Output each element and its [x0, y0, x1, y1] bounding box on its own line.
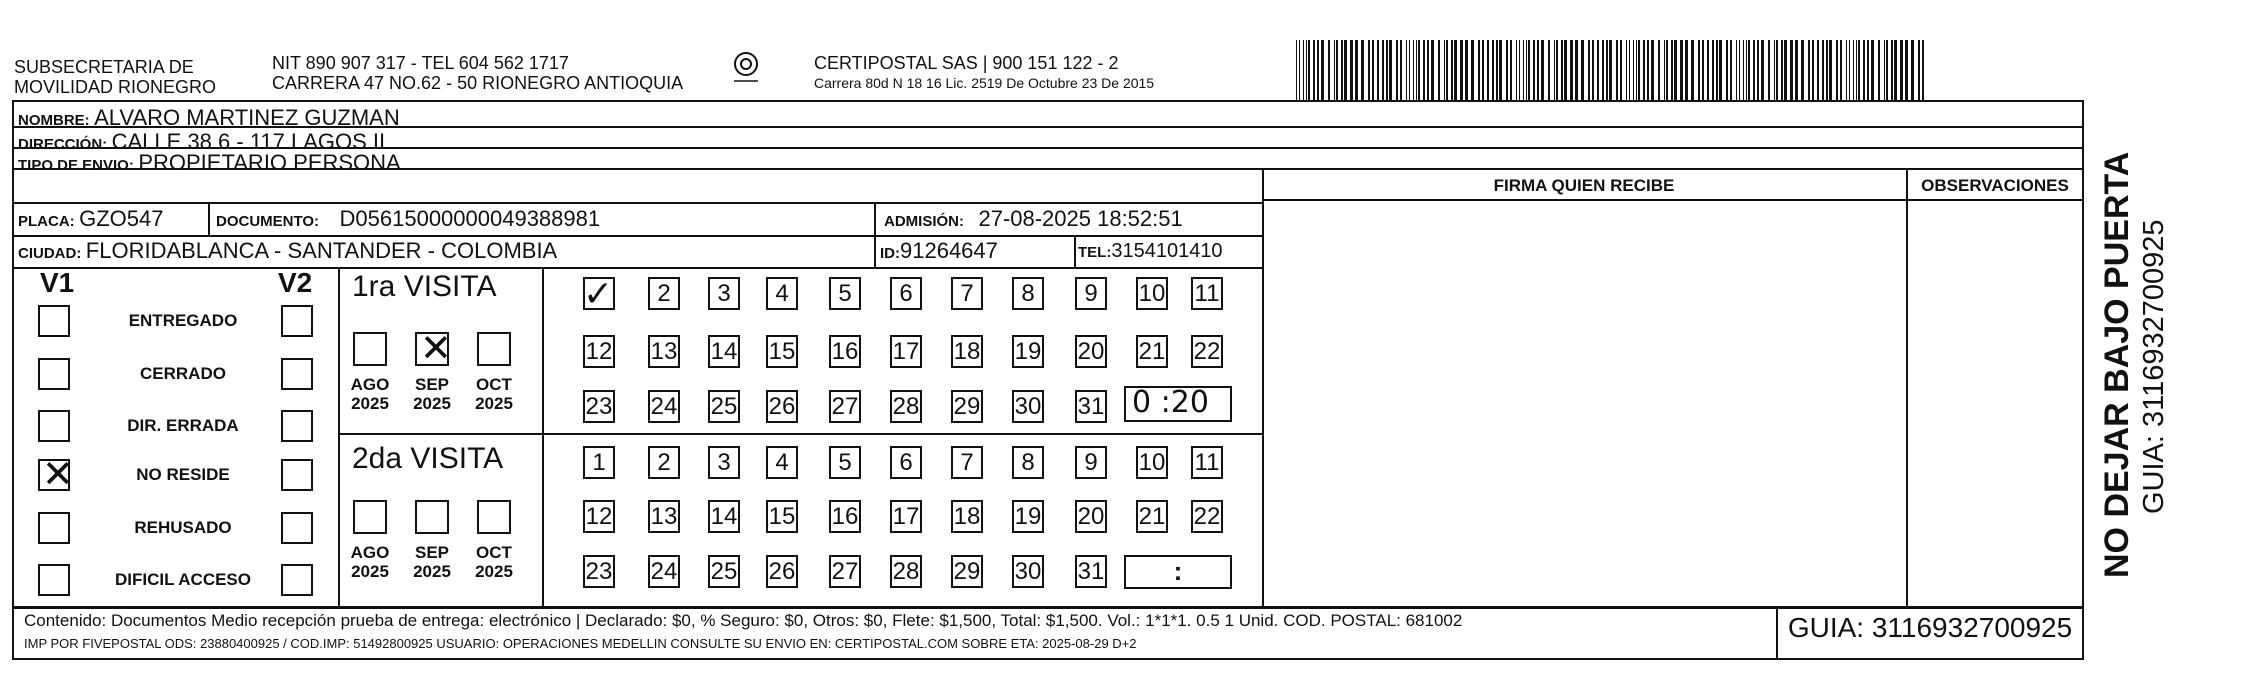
visit2-title: 2da VISITA	[352, 442, 504, 475]
visit1-day-4[interactable]	[766, 277, 798, 310]
visit2-month-checkbox-ago[interactable]	[353, 500, 387, 534]
visit2-time-field[interactable]: :	[1124, 555, 1232, 589]
org-line-1: SUBSECRETARIA DE	[14, 57, 194, 77]
visit1-day-13[interactable]	[648, 335, 680, 368]
visit1-day-label: 12	[585, 338, 613, 365]
visit2-day-label: 1	[592, 449, 606, 476]
visit1-day-label: 16	[831, 338, 859, 365]
visit1-day-label: 26	[768, 393, 796, 420]
visit2-day-label: 19	[1014, 503, 1042, 530]
visit2-day-label: 12	[585, 503, 613, 530]
visit1-day-18[interactable]	[951, 335, 983, 368]
visit2-day-14[interactable]	[708, 500, 740, 533]
visit1-day-label: 4	[775, 280, 789, 307]
visit1-title: 1ra VISITA	[352, 270, 497, 303]
documento-value: D05615000000049388981	[339, 206, 601, 231]
visit1-day-label: 31	[1077, 393, 1105, 420]
visit1-day-tick-mark: ✓	[583, 273, 614, 314]
visit1-day-label: 20	[1077, 338, 1105, 365]
visit2-month-checkbox-oct[interactable]	[477, 500, 511, 534]
ciudad-label: CIUDAD:	[18, 245, 82, 262]
visit1-day-22[interactable]	[1191, 335, 1223, 368]
visit2-month-checkbox-sep[interactable]	[415, 500, 449, 534]
visit2-day-label: 11	[1194, 449, 1220, 476]
visit2-day-label: 24	[650, 558, 678, 585]
visit1-day-30[interactable]	[1012, 390, 1044, 423]
visit1-month-checkbox-ago[interactable]	[353, 332, 387, 366]
courier-line-1: CERTIPOSTAL SAS | 900 151 122 - 2	[814, 53, 1119, 73]
visit2-day-label: 13	[650, 503, 678, 530]
v1-checkbox-no-reside[interactable]	[38, 454, 74, 496]
visit1-day-1[interactable]	[583, 273, 615, 314]
placa-label: PLACA:	[18, 213, 75, 230]
id-value: 91264647	[900, 238, 998, 263]
visit1-day-12[interactable]	[583, 335, 615, 368]
visit1-month-label-ago: AGO 2025	[350, 375, 390, 413]
visit1-day-label: 23	[585, 393, 613, 420]
visit2-day-label: 31	[1077, 558, 1105, 585]
visit1-month-check-mark: ✕	[420, 328, 452, 370]
visit1-day-9[interactable]	[1075, 277, 1107, 310]
visit2-month-label-ago: AGO 2025	[350, 543, 390, 581]
visit1-day-label: 22	[1193, 338, 1221, 365]
visit2-day-17[interactable]	[890, 500, 922, 533]
visit2-day-label: 27	[831, 558, 859, 585]
visit2-day-label: 8	[1021, 449, 1035, 476]
v2-checkbox-rehusado[interactable]	[281, 512, 313, 544]
visit1-day-label: 11	[1194, 280, 1220, 307]
footer-imp: IMP POR FIVEPOSTAL ODS: 23880400925 / COD.IMP: 51492800925 USUARIO: OPERACIONES MEDELLIN CONSULTE SU ENVIO EN: CERTIPOSTAL.COM SOBRE ETA: 2025-08-29 D+2	[24, 636, 1137, 651]
visit2-day-label: 21	[1138, 503, 1166, 530]
visit2-day-label: 2	[657, 449, 671, 476]
tel-row	[1078, 240, 1223, 263]
visit1-day-label: 25	[710, 393, 738, 420]
visit1-day-21[interactable]	[1136, 335, 1168, 368]
v1-checkbox-dir-errada[interactable]	[38, 410, 70, 442]
v1-checkbox-cerrado[interactable]	[38, 358, 70, 390]
visit2-day-16[interactable]	[829, 500, 861, 533]
nit-line: NIT 890 907 317 - TEL 604 562 1717	[272, 53, 569, 73]
tel-value: 3154101410	[1111, 240, 1223, 262]
visit1-day-7[interactable]	[951, 277, 983, 310]
visit2-day-11[interactable]	[1191, 446, 1223, 479]
visit2-day-label: 6	[899, 449, 913, 476]
visit2-day-30[interactable]	[1012, 555, 1044, 588]
visit2-day-3[interactable]	[708, 446, 740, 479]
visit2-day-4[interactable]	[766, 446, 798, 479]
visit2-day-label: 28	[892, 558, 920, 585]
visit2-day-25[interactable]	[708, 555, 740, 588]
visit2-day-label: 9	[1084, 449, 1098, 476]
org-line-2: MOVILIDAD RIONEGRO	[14, 77, 217, 97]
visit2-day-7[interactable]	[951, 446, 983, 479]
v2-checkbox-entregado[interactable]	[281, 305, 313, 337]
visit1-day-31[interactable]	[1075, 390, 1107, 423]
direccion-label: DIRECCIÓN:	[18, 136, 108, 153]
visit1-day-27[interactable]	[829, 390, 861, 423]
footer-contenido: Contenido: Documentos Medio recepción prueba de entrega: electrónico | Declarado: $0, % Seguro: $0, Otros: $0, Flete: $1,500, Total: $1,500. Vol.: 1*1*1. 0.5 1 Unid. COD. POSTAL: 681002	[24, 611, 1463, 630]
visit1-day-label: 6	[899, 280, 913, 307]
visit1-month-checkbox-sep[interactable]	[415, 328, 452, 370]
observaciones-header: OBSERVACIONES	[1921, 176, 2069, 195]
visit1-day-15[interactable]	[766, 335, 798, 368]
id-label: ID:	[880, 245, 900, 262]
visit1-month-checkbox-oct[interactable]	[477, 332, 511, 366]
v1-label: V1	[40, 267, 75, 298]
visit1-day-19[interactable]	[1012, 335, 1044, 368]
admision-value: 27-08-2025 18:52:51	[978, 206, 1183, 231]
visit1-month-label-oct: OCT 2025	[475, 375, 513, 413]
visit1-day-29[interactable]	[951, 390, 983, 423]
placa-row	[18, 206, 164, 232]
tipo-row	[18, 150, 401, 176]
v1-check-mark: ✕	[42, 454, 74, 496]
visit1-day-label: 21	[1138, 338, 1166, 365]
visit1-day-label: 8	[1021, 280, 1035, 307]
visit2-day-20[interactable]	[1075, 500, 1107, 533]
visit2-day-24[interactable]	[648, 555, 680, 588]
visit1-day-label: 28	[892, 393, 920, 420]
visit2-day-10[interactable]	[1136, 446, 1168, 479]
visit2-day-label: 25	[710, 558, 738, 585]
visit2-day-label: 15	[768, 503, 796, 530]
status-label-rehusado: REHUSADO	[134, 518, 232, 537]
status-label-dificil-acceso: DIFICIL ACCESO	[114, 570, 251, 589]
visit1-day-3[interactable]	[708, 277, 740, 310]
visit2-day-22[interactable]	[1191, 500, 1223, 533]
org-name	[14, 57, 216, 97]
status-label-cerrado: CERRADO	[140, 364, 226, 383]
visit1-month-label-sep: SEP 2025	[413, 375, 451, 413]
v1-checkbox-rehusado[interactable]	[38, 512, 70, 544]
address-line: CARRERA 47 NO.62 - 50 RIONEGRO ANTIOQUIA	[272, 73, 684, 93]
direccion-value: CALLE 38 6 - 117 LAGOS II	[111, 129, 386, 154]
visit2-day-label: 29	[953, 558, 981, 585]
visit2-day-label: 18	[953, 503, 981, 530]
visit2-day-27[interactable]	[829, 555, 861, 588]
visit2-day-26[interactable]	[766, 555, 798, 588]
ciudad-row	[18, 238, 557, 264]
nombre-value: ALVARO MARTINEZ GUZMAN	[94, 105, 400, 130]
visit2-day-label: 14	[710, 503, 738, 530]
id-row	[880, 238, 998, 264]
nombre-row	[18, 105, 400, 131]
visit1-day-25[interactable]	[708, 390, 740, 423]
visit1-day-label: 15	[768, 338, 796, 365]
visit2-day-13[interactable]	[648, 500, 680, 533]
visit2-day-15[interactable]	[766, 500, 798, 533]
visit2-day-5[interactable]	[829, 446, 861, 479]
visit2-day-12[interactable]	[583, 500, 615, 533]
visit2-day-label: 20	[1077, 503, 1105, 530]
visit2-day-label: 16	[831, 503, 859, 530]
visit1-day-label: 17	[892, 338, 920, 365]
placa-value: GZO547	[79, 206, 164, 231]
tel-label: TEL:	[1078, 244, 1112, 261]
visit2-day-label: 23	[585, 558, 613, 585]
visit1-day-2[interactable]	[648, 277, 680, 310]
visit2-day-label: 17	[892, 503, 920, 530]
visit1-day-label: 29	[953, 393, 981, 420]
visit1-day-17[interactable]	[890, 335, 922, 368]
ciudad-value: FLORIDABLANCA - SANTANDER - COLOMBIA	[85, 238, 558, 263]
barcode-icon	[1296, 40, 1928, 100]
v2-checkbox-cerrado[interactable]	[281, 358, 313, 390]
visit1-day-20[interactable]	[1075, 335, 1107, 368]
visit2-month-label-oct: OCT 2025	[475, 543, 513, 581]
visit1-day-label: 7	[960, 280, 974, 307]
visit2-day-label: 4	[775, 449, 789, 476]
visit1-day-11[interactable]	[1191, 277, 1223, 310]
tipo-label: TIPO DE ENVIO:	[18, 157, 134, 174]
visit1-day-26[interactable]	[766, 390, 798, 423]
footer-guia: GUIA: 3116932700925	[1787, 612, 2073, 643]
visit1-day-24[interactable]	[648, 390, 680, 423]
v2-checkbox-dificil-acceso[interactable]	[281, 564, 313, 596]
visit1-day-16[interactable]	[829, 335, 861, 368]
visit1-day-23[interactable]	[583, 390, 615, 423]
v1-checkbox-entregado[interactable]	[38, 305, 70, 337]
side-guia: GUIA: 3116932700925	[2138, 219, 2170, 514]
visit1-day-label: 13	[650, 338, 678, 365]
visit1-time-field[interactable]: 0 :20	[1124, 386, 1232, 422]
visit1-day-label: 18	[953, 338, 981, 365]
firma-header: FIRMA QUIEN RECIBE	[1493, 176, 1675, 195]
no-dejar-bajo-puerta: NO DEJAR BAJO PUERTA	[2098, 151, 2136, 578]
visit2-day-label: 5	[838, 449, 852, 476]
visit1-day-label: 30	[1014, 393, 1042, 420]
visit2-day-label: 30	[1014, 558, 1042, 585]
visit1-day-14[interactable]	[708, 335, 740, 368]
nombre-label: NOMBRE:	[18, 112, 90, 129]
visit1-day-6[interactable]	[890, 277, 922, 310]
visit2-day-8[interactable]	[1012, 446, 1044, 479]
visit2-day-23[interactable]	[583, 555, 615, 588]
visit2-day-9[interactable]	[1075, 446, 1107, 479]
visit2-day-label: 3	[717, 449, 731, 476]
v2-checkbox-no-reside[interactable]	[281, 459, 313, 491]
visit2-day-label: 26	[768, 558, 796, 585]
visit2-day-2[interactable]	[648, 446, 680, 479]
v1-checkbox-dificil-acceso[interactable]	[38, 564, 70, 596]
admision-row	[884, 206, 1183, 232]
courier-line-2: Carrera 80d N 18 16 Lic. 2519 De Octubre 23 De 2015	[814, 75, 1155, 91]
visit2-day-label: 10	[1138, 449, 1166, 476]
visit2-day-28[interactable]	[890, 555, 922, 588]
visit2-day-label: 7	[960, 449, 974, 476]
status-label-entregado: ENTREGADO	[128, 311, 238, 330]
visit2-day-6[interactable]	[890, 446, 922, 479]
visit1-day-label: 9	[1084, 280, 1098, 307]
visit1-day-label: 14	[710, 338, 738, 365]
v2-checkbox-dir-errada[interactable]	[281, 410, 313, 442]
visit1-day-5[interactable]	[829, 277, 861, 310]
visit2-day-29[interactable]	[951, 555, 983, 588]
documento-label: DOCUMENTO:	[216, 213, 320, 230]
status-label-no-reside: NO RESIDE	[136, 465, 230, 484]
visit2-day-18[interactable]	[951, 500, 983, 533]
certipostal-logo-icon	[728, 50, 764, 86]
v2-label: V2	[278, 267, 313, 298]
visit1-day-label: 5	[838, 280, 852, 307]
visit2-day-19[interactable]	[1012, 500, 1044, 533]
tipo-value: PROPIETARIO PERSONA	[138, 150, 401, 175]
visit1-day-8[interactable]	[1012, 277, 1044, 310]
documento-row	[216, 206, 600, 232]
visit1-day-label: 3	[717, 280, 731, 307]
visit1-day-28[interactable]	[890, 390, 922, 423]
visit2-month-label-sep: SEP 2025	[413, 543, 451, 581]
visit2-day-31[interactable]	[1075, 555, 1107, 588]
visit1-day-label: 10	[1138, 280, 1166, 307]
org-contact	[272, 53, 683, 93]
courier-info	[814, 53, 1154, 92]
visit1-day-label: 24	[650, 393, 678, 420]
admision-label: ADMISIÓN:	[884, 213, 964, 230]
visit2-day-1[interactable]	[583, 446, 615, 479]
visit1-day-label: 2	[657, 280, 671, 307]
status-label-dir-errada: DIR. ERRADA	[127, 416, 239, 435]
visit1-day-10[interactable]	[1136, 277, 1168, 310]
visit1-day-label: 27	[831, 393, 859, 420]
visit1-day-label: 19	[1014, 338, 1042, 365]
visit2-day-label: 22	[1193, 503, 1221, 530]
visit2-day-21[interactable]	[1136, 500, 1168, 533]
